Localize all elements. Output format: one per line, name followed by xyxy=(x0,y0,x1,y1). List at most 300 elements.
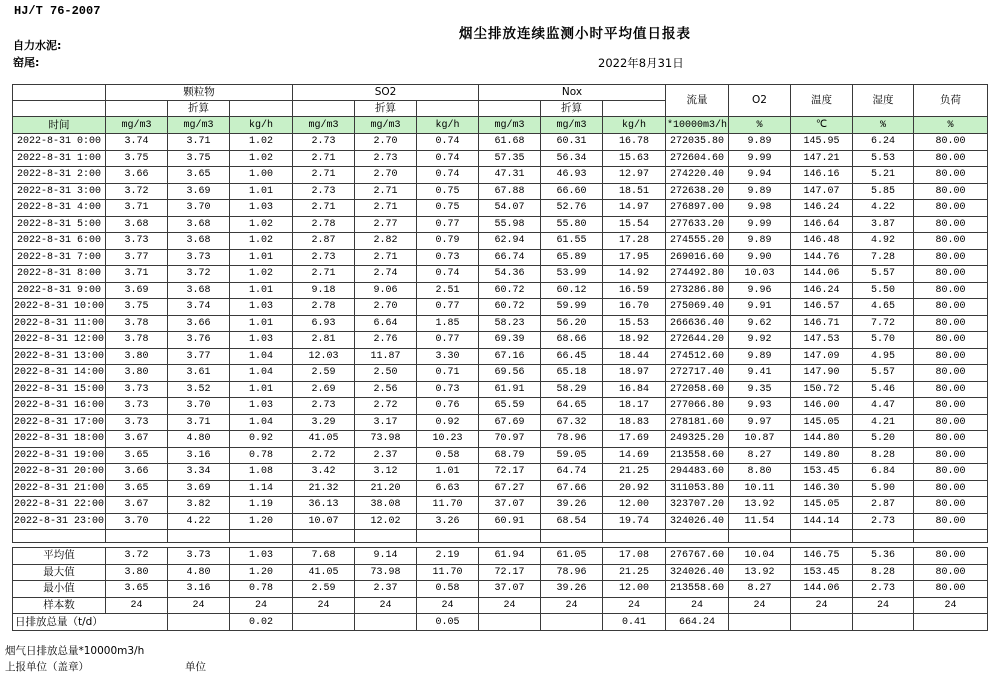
value-cell: 1.02 xyxy=(230,134,293,151)
value-cell: 272638.20 xyxy=(666,183,729,200)
value-cell: 80.00 xyxy=(914,513,988,530)
value-cell: 2.71 xyxy=(293,167,355,184)
value-cell: 277633.20 xyxy=(666,216,729,233)
value-cell: 80.00 xyxy=(914,414,988,431)
value-cell: 3.68 xyxy=(168,233,230,250)
value-cell: 3.65 xyxy=(106,480,168,497)
value-cell: 1.03 xyxy=(230,299,293,316)
value-cell xyxy=(479,614,541,631)
value-cell: 0.74 xyxy=(417,134,479,151)
value-cell: 278181.60 xyxy=(666,414,729,431)
value-cell: 80.00 xyxy=(914,398,988,415)
value-cell: 10.87 xyxy=(729,431,791,448)
value-cell: 5.57 xyxy=(853,266,914,283)
value-cell: 2.70 xyxy=(355,134,417,151)
value-cell: 153.45 xyxy=(791,564,853,581)
value-cell: 1.04 xyxy=(230,348,293,365)
value-cell: 12.97 xyxy=(603,167,666,184)
value-cell xyxy=(791,614,853,631)
value-cell: 66.60 xyxy=(541,183,603,200)
time-cell: 2022-8-31 8:00 xyxy=(13,266,106,283)
value-cell: 10.04 xyxy=(729,548,791,565)
value-cell: 24 xyxy=(729,597,791,614)
value-cell: 9.99 xyxy=(729,216,791,233)
value-cell: 0.78 xyxy=(230,581,293,598)
value-cell: 2.51 xyxy=(417,282,479,299)
empty-cell xyxy=(729,530,791,543)
empty-cell xyxy=(355,530,417,543)
value-cell: 24 xyxy=(230,597,293,614)
value-cell: 3.67 xyxy=(106,497,168,514)
value-cell: 4.80 xyxy=(168,431,230,448)
value-cell xyxy=(168,614,230,631)
value-cell: 68.54 xyxy=(541,513,603,530)
summary-row xyxy=(13,548,988,565)
value-cell: 37.07 xyxy=(479,581,541,598)
value-cell: 24 xyxy=(541,597,603,614)
value-cell: 16.84 xyxy=(603,381,666,398)
value-cell: 60.12 xyxy=(541,282,603,299)
value-cell: 3.34 xyxy=(168,464,230,481)
value-cell: 146.00 xyxy=(791,398,853,415)
blank-subheader xyxy=(417,101,479,117)
value-cell: 24 xyxy=(853,597,914,614)
time-cell: 2022-8-31 3:00 xyxy=(13,183,106,200)
value-cell: 4.95 xyxy=(853,348,914,365)
value-cell: 3.26 xyxy=(417,513,479,530)
value-cell: 3.77 xyxy=(168,348,230,365)
unit-header: ℃ xyxy=(791,117,853,134)
value-cell: 80.00 xyxy=(914,216,988,233)
value-cell: 24 xyxy=(666,597,729,614)
value-cell: 146.57 xyxy=(791,299,853,316)
value-cell: 80.00 xyxy=(914,183,988,200)
table-row xyxy=(13,315,988,332)
value-cell: 2.74 xyxy=(355,266,417,283)
value-cell: 6.93 xyxy=(293,315,355,332)
value-cell: 9.14 xyxy=(355,548,417,565)
value-cell: 9.62 xyxy=(729,315,791,332)
value-cell: 15.54 xyxy=(603,216,666,233)
value-cell: 80.00 xyxy=(914,348,988,365)
value-cell: 3.75 xyxy=(168,150,230,167)
value-cell: 9.96 xyxy=(729,282,791,299)
value-cell: 272604.60 xyxy=(666,150,729,167)
table-row xyxy=(13,513,988,530)
value-cell: 3.73 xyxy=(106,398,168,415)
value-cell: 80.00 xyxy=(914,548,988,565)
value-cell: 3.16 xyxy=(168,447,230,464)
value-cell: 3.72 xyxy=(168,266,230,283)
value-cell: 146.24 xyxy=(791,200,853,217)
value-cell: 147.53 xyxy=(791,332,853,349)
value-cell: 147.07 xyxy=(791,183,853,200)
value-cell: 2.72 xyxy=(293,447,355,464)
value-cell: 3.75 xyxy=(106,299,168,316)
time-cell: 2022-8-31 15:00 xyxy=(13,381,106,398)
time-cell: 2022-8-31 9:00 xyxy=(13,282,106,299)
value-cell: 61.55 xyxy=(541,233,603,250)
group-header: Nox xyxy=(479,85,666,101)
blank-subheader xyxy=(603,101,666,117)
value-cell: 24 xyxy=(168,597,230,614)
value-cell: 58.29 xyxy=(541,381,603,398)
value-cell: 0.58 xyxy=(417,581,479,598)
value-cell: 5.20 xyxy=(853,431,914,448)
blank-subheader xyxy=(293,101,355,117)
value-cell: 1.03 xyxy=(230,548,293,565)
value-cell: 80.00 xyxy=(914,167,988,184)
table-row xyxy=(13,282,988,299)
company-label: 自力水泥: xyxy=(13,39,62,52)
value-cell: 41.05 xyxy=(293,564,355,581)
value-cell: 57.35 xyxy=(479,150,541,167)
value-cell: 272717.40 xyxy=(666,365,729,382)
value-cell: 59.99 xyxy=(541,299,603,316)
value-cell: 145.05 xyxy=(791,414,853,431)
value-cell: 80.00 xyxy=(914,581,988,598)
value-cell: 3.66 xyxy=(106,464,168,481)
empty-cell xyxy=(106,530,168,543)
value-cell: 80.00 xyxy=(914,200,988,217)
value-cell: 1.01 xyxy=(230,183,293,200)
value-cell: 24 xyxy=(914,597,988,614)
value-cell: 80.00 xyxy=(914,233,988,250)
time-cell: 2022-8-31 19:00 xyxy=(13,447,106,464)
value-cell: 69.39 xyxy=(479,332,541,349)
kiln-label: 窑尾: xyxy=(13,56,40,69)
reporting-unit-label: 上报单位（盖章） xyxy=(5,661,89,673)
value-cell: 9.99 xyxy=(729,150,791,167)
value-cell: 61.68 xyxy=(479,134,541,151)
value-cell: 7.68 xyxy=(293,548,355,565)
time-cell: 2022-8-31 18:00 xyxy=(13,431,106,448)
value-cell: 67.27 xyxy=(479,480,541,497)
value-cell: 9.90 xyxy=(729,249,791,266)
value-cell: 24 xyxy=(479,597,541,614)
value-cell: 2.73 xyxy=(293,398,355,415)
value-cell: 2.78 xyxy=(293,299,355,316)
value-cell: 4.47 xyxy=(853,398,914,415)
value-cell: 64.65 xyxy=(541,398,603,415)
single-column-header: 温度 xyxy=(791,85,853,117)
value-cell: 3.74 xyxy=(106,134,168,151)
value-cell: 18.51 xyxy=(603,183,666,200)
unit-header: mg/m3 xyxy=(106,117,168,134)
value-cell: 213558.60 xyxy=(666,447,729,464)
value-cell: 3.65 xyxy=(106,581,168,598)
value-cell: 21.25 xyxy=(603,564,666,581)
value-cell: 67.16 xyxy=(479,348,541,365)
table-row xyxy=(13,381,988,398)
value-cell: 9.91 xyxy=(729,299,791,316)
empty-cell xyxy=(479,530,541,543)
value-cell: 72.17 xyxy=(479,564,541,581)
value-cell: 14.97 xyxy=(603,200,666,217)
empty-cell xyxy=(293,530,355,543)
unit-header: kg/h xyxy=(603,117,666,134)
time-cell: 2022-8-31 1:00 xyxy=(13,150,106,167)
value-cell: 17.08 xyxy=(603,548,666,565)
value-cell: 67.66 xyxy=(541,480,603,497)
value-cell: 10.11 xyxy=(729,480,791,497)
value-cell: 6.64 xyxy=(355,315,417,332)
value-cell: 62.94 xyxy=(479,233,541,250)
value-cell: 80.00 xyxy=(914,134,988,151)
value-cell: 2.73 xyxy=(853,581,914,598)
value-cell: 0.74 xyxy=(417,266,479,283)
unit-label: 单位 xyxy=(185,661,206,673)
time-cell: 2022-8-31 16:00 xyxy=(13,398,106,415)
value-cell: 276897.00 xyxy=(666,200,729,217)
time-cell: 2022-8-31 6:00 xyxy=(13,233,106,250)
value-cell: 6.84 xyxy=(853,464,914,481)
value-cell: 5.21 xyxy=(853,167,914,184)
value-cell: 153.45 xyxy=(791,464,853,481)
value-cell: 21.25 xyxy=(603,464,666,481)
value-cell: 1.20 xyxy=(230,564,293,581)
value-cell: 54.36 xyxy=(479,266,541,283)
value-cell: 24 xyxy=(603,597,666,614)
value-cell: 68.66 xyxy=(541,332,603,349)
value-cell: 8.27 xyxy=(729,581,791,598)
value-cell: 1.14 xyxy=(230,480,293,497)
value-cell: 13.92 xyxy=(729,497,791,514)
value-cell: 266636.40 xyxy=(666,315,729,332)
time-cell: 2022-8-31 11:00 xyxy=(13,315,106,332)
value-cell: 2.69 xyxy=(293,381,355,398)
value-cell: 18.44 xyxy=(603,348,666,365)
value-cell: 11.87 xyxy=(355,348,417,365)
unit-header: % xyxy=(729,117,791,134)
value-cell: 60.31 xyxy=(541,134,603,151)
value-cell: 8.27 xyxy=(729,447,791,464)
value-cell: 3.73 xyxy=(106,233,168,250)
value-cell: 70.97 xyxy=(479,431,541,448)
converted-subheader: 折算 xyxy=(355,101,417,117)
value-cell: 146.48 xyxy=(791,233,853,250)
value-cell: 12.02 xyxy=(355,513,417,530)
value-cell: 1.02 xyxy=(230,150,293,167)
unit-header: mg/m3 xyxy=(293,117,355,134)
value-cell: 275069.40 xyxy=(666,299,729,316)
value-cell: 61.94 xyxy=(479,548,541,565)
table-row xyxy=(13,414,988,431)
value-cell: 9.93 xyxy=(729,398,791,415)
value-cell: 14.92 xyxy=(603,266,666,283)
table-row xyxy=(13,266,988,283)
value-cell: 1.85 xyxy=(417,315,479,332)
value-cell: 80.00 xyxy=(914,431,988,448)
value-cell: 3.65 xyxy=(106,447,168,464)
value-cell: 65.18 xyxy=(541,365,603,382)
value-cell: 3.70 xyxy=(106,513,168,530)
unit-header: *10000m3/h xyxy=(666,117,729,134)
hourly-data-table xyxy=(12,84,988,543)
blank-subheader xyxy=(479,101,541,117)
group-header: SO2 xyxy=(293,85,479,101)
value-cell: 3.71 xyxy=(106,200,168,217)
value-cell: 2.71 xyxy=(293,150,355,167)
empty-cell xyxy=(13,530,106,543)
table-row xyxy=(13,398,988,415)
value-cell: 4.80 xyxy=(168,564,230,581)
value-cell: 80.00 xyxy=(914,150,988,167)
value-cell: 3.16 xyxy=(168,581,230,598)
value-cell: 2.77 xyxy=(355,216,417,233)
value-cell: 0.02 xyxy=(230,614,293,631)
time-column-header: 时间 xyxy=(13,117,106,134)
value-cell: 66.45 xyxy=(541,348,603,365)
value-cell: 5.57 xyxy=(853,365,914,382)
value-cell: 18.97 xyxy=(603,365,666,382)
value-cell: 0.76 xyxy=(417,398,479,415)
daily-total-row xyxy=(13,614,988,631)
value-cell: 3.71 xyxy=(168,134,230,151)
value-cell: 24 xyxy=(355,597,417,614)
value-cell: 3.30 xyxy=(417,348,479,365)
value-cell: 311053.80 xyxy=(666,480,729,497)
value-cell: 9.89 xyxy=(729,348,791,365)
value-cell: 12.00 xyxy=(603,581,666,598)
value-cell: 272058.60 xyxy=(666,381,729,398)
value-cell: 3.72 xyxy=(106,183,168,200)
value-cell: 53.99 xyxy=(541,266,603,283)
value-cell xyxy=(853,614,914,631)
value-cell: 78.96 xyxy=(541,564,603,581)
value-cell: 3.74 xyxy=(168,299,230,316)
value-cell: 2.73 xyxy=(293,249,355,266)
empty-cell xyxy=(417,530,479,543)
value-cell: 55.80 xyxy=(541,216,603,233)
value-cell: 1.01 xyxy=(230,315,293,332)
value-cell: 9.89 xyxy=(729,134,791,151)
value-cell: 3.61 xyxy=(168,365,230,382)
value-cell: 21.32 xyxy=(293,480,355,497)
value-cell: 5.46 xyxy=(853,381,914,398)
value-cell: 5.50 xyxy=(853,282,914,299)
value-cell: 56.20 xyxy=(541,315,603,332)
value-cell: 66.74 xyxy=(479,249,541,266)
empty-cell xyxy=(666,530,729,543)
value-cell: 3.66 xyxy=(106,167,168,184)
value-cell: 3.52 xyxy=(168,381,230,398)
value-cell: 58.23 xyxy=(479,315,541,332)
value-cell: 24 xyxy=(106,597,168,614)
value-cell: 80.00 xyxy=(914,299,988,316)
value-cell: 41.05 xyxy=(293,431,355,448)
value-cell: 73.98 xyxy=(355,431,417,448)
value-cell: 7.72 xyxy=(853,315,914,332)
value-cell: 0.77 xyxy=(417,332,479,349)
value-cell: 80.00 xyxy=(914,365,988,382)
value-cell: 47.31 xyxy=(479,167,541,184)
value-cell: 80.00 xyxy=(914,315,988,332)
value-cell: 78.96 xyxy=(541,431,603,448)
value-cell: 16.59 xyxy=(603,282,666,299)
value-cell: 72.17 xyxy=(479,464,541,481)
table-row xyxy=(13,480,988,497)
value-cell: 9.18 xyxy=(293,282,355,299)
value-cell: 0.79 xyxy=(417,233,479,250)
time-cell: 2022-8-31 10:00 xyxy=(13,299,106,316)
table-row xyxy=(13,464,988,481)
value-cell: 2.56 xyxy=(355,381,417,398)
value-cell: 14.69 xyxy=(603,447,666,464)
value-cell: 1.20 xyxy=(230,513,293,530)
value-cell: 4.22 xyxy=(853,200,914,217)
time-cell: 2022-8-31 5:00 xyxy=(13,216,106,233)
time-column-blank xyxy=(13,101,106,117)
value-cell: 9.35 xyxy=(729,381,791,398)
unit-header: % xyxy=(853,117,914,134)
value-cell: 65.89 xyxy=(541,249,603,266)
value-cell: 144.06 xyxy=(791,266,853,283)
value-cell: 9.94 xyxy=(729,167,791,184)
value-cell xyxy=(729,614,791,631)
value-cell: 15.53 xyxy=(603,315,666,332)
value-cell: 9.98 xyxy=(729,200,791,217)
value-cell: 3.17 xyxy=(355,414,417,431)
value-cell: 145.95 xyxy=(791,134,853,151)
table-row xyxy=(13,216,988,233)
value-cell: 11.70 xyxy=(417,497,479,514)
blank-subheader xyxy=(230,101,293,117)
table-row xyxy=(13,200,988,217)
value-cell: 2.50 xyxy=(355,365,417,382)
time-cell: 2022-8-31 13:00 xyxy=(13,348,106,365)
value-cell: 324026.40 xyxy=(666,564,729,581)
value-cell: 0.71 xyxy=(417,365,479,382)
value-cell: 9.97 xyxy=(729,414,791,431)
unit-header: kg/h xyxy=(230,117,293,134)
value-cell: 3.68 xyxy=(106,216,168,233)
value-cell: 1.01 xyxy=(230,249,293,266)
value-cell: 80.00 xyxy=(914,480,988,497)
value-cell: 18.83 xyxy=(603,414,666,431)
value-cell: 9.89 xyxy=(729,233,791,250)
value-cell: 0.05 xyxy=(417,614,479,631)
value-cell: 4.65 xyxy=(853,299,914,316)
summary-row xyxy=(13,597,988,614)
time-cell: 2022-8-31 14:00 xyxy=(13,365,106,382)
value-cell: 16.70 xyxy=(603,299,666,316)
value-cell: 145.05 xyxy=(791,497,853,514)
value-cell: 3.67 xyxy=(106,431,168,448)
value-cell: 80.00 xyxy=(914,464,988,481)
value-cell: 2.72 xyxy=(355,398,417,415)
value-cell: 2.82 xyxy=(355,233,417,250)
value-cell: 12.00 xyxy=(603,497,666,514)
value-cell: 3.80 xyxy=(106,564,168,581)
value-cell: 3.75 xyxy=(106,150,168,167)
summary-row xyxy=(13,564,988,581)
value-cell: 6.63 xyxy=(417,480,479,497)
report-title: 烟尘排放连续监测小时平均值日报表 xyxy=(459,26,691,42)
table-row xyxy=(13,233,988,250)
value-cell: 2.73 xyxy=(853,513,914,530)
single-column-header: 负荷 xyxy=(914,85,988,117)
value-cell: 3.68 xyxy=(168,216,230,233)
table-row xyxy=(13,497,988,514)
standard-number: HJ/T 76-2007 xyxy=(14,4,101,18)
value-cell: 21.20 xyxy=(355,480,417,497)
value-cell: 9.41 xyxy=(729,365,791,382)
value-cell: 277066.80 xyxy=(666,398,729,415)
value-cell: 2.71 xyxy=(355,183,417,200)
summary-label: 最大值 xyxy=(13,564,106,581)
value-cell: 2.37 xyxy=(355,581,417,598)
